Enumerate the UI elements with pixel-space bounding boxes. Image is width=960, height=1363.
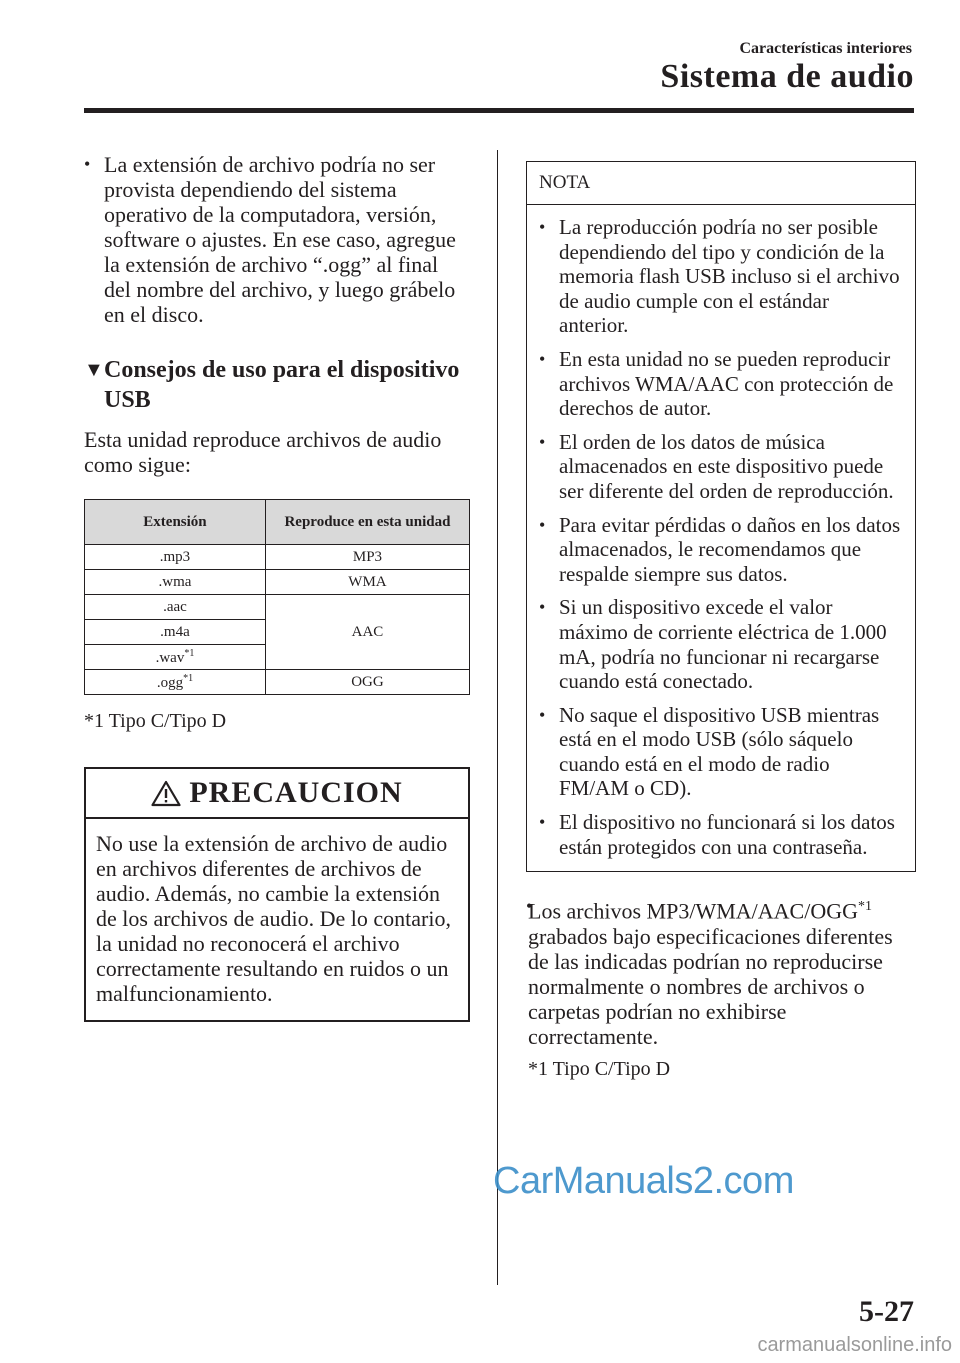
watermark-logo: CarManuals2.com (493, 1160, 794, 1202)
caution-box (84, 767, 470, 1022)
list-item: • La reproducción podría no ser posible dependiendo del tipo y condición de la memoria flash USB incluso si el archivo de audio cumple con el estándar anterior. (539, 215, 903, 338)
column-header-extension: Extensión (85, 500, 266, 545)
list-item: • La extensión de archivo podría no ser provista dependiendo del sistema operativo de la computadora, versión, software o ajustes. En ese caso, agregue la extensión de archivo “.ogg” al final del nombre del archivo, y luego grábelo en el disco. (84, 152, 470, 327)
caution-title: PRECAUCION (189, 776, 403, 809)
footnote-mark: *1 (183, 672, 194, 684)
extension-table (84, 499, 470, 695)
header-section-label: Características interiores (739, 40, 912, 57)
format-cell: AAC (265, 595, 469, 670)
warning-icon (151, 780, 181, 807)
section-intro: Esta unidad reproduce archivos de audio como sigue: (84, 427, 442, 477)
triangle-down-icon: ▼ (84, 359, 104, 381)
list-item-rest: grabados bajo especificaciones diferentes de las indicadas podrían no reproducirse normalmente o nombres de archivos o carpetas podrían no exhibirse correctamente. (528, 923, 893, 1049)
note-box (526, 161, 916, 872)
list-item: • El dispositivo no funcionará si los datos están protegidos con una contraseña. (539, 810, 903, 859)
footnote-mark: *1 (184, 647, 195, 659)
table-header-row (85, 500, 470, 545)
caution-header (86, 769, 468, 819)
extension-cell (85, 670, 266, 695)
note-title: NOTA (527, 162, 915, 205)
list-item (526, 894, 916, 1048)
page-title: Sistema de audio (660, 58, 914, 95)
list-item: • No saque el dispositivo USB mientras está en el modo USB (sólo sáquelo cuando está en el modo de radio FM/AM o CD). (539, 703, 903, 801)
footnote-mark: *1 (858, 899, 872, 915)
extension-cell (85, 645, 266, 670)
list-item: • En esta unidad no se pueden reproducir archivos WMA/AAC con protección de derechos de autor. (539, 347, 903, 421)
section-heading-text: Consejos de uso para el dispositivo USB (104, 357, 460, 413)
format-cell: OGG (265, 670, 469, 695)
extension-cell: .mp3 (85, 545, 266, 570)
column-header-playback: Reproduce en esta unidad (265, 500, 469, 545)
right-column (526, 161, 916, 1081)
left-column (84, 152, 470, 1022)
format-cell: MP3 (265, 545, 469, 570)
column-divider (497, 150, 498, 1285)
page-number: 5-27 (859, 1295, 914, 1328)
extension-cell: .wma (85, 570, 266, 595)
table-footnote: *1 Tipo C/Tipo D (84, 710, 227, 732)
section-heading (84, 355, 470, 415)
table-row (85, 670, 470, 695)
extension-cell: .aac (85, 595, 266, 620)
list-item: • Si un dispositivo excede el valor máximo de corriente eléctrica de 1.000 mA, podría no funcionar ni recargarse cuando está conectado. (539, 595, 903, 693)
table-row (85, 570, 470, 595)
footnote: *1 Tipo C/Tipo D (528, 1057, 671, 1080)
note-body (527, 205, 915, 871)
format-cell: WMA (265, 570, 469, 595)
list-item: • Para evitar pérdidas o daños en los datos almacenados, le recomendamos que respalde siempre sus datos. (539, 513, 903, 587)
list-item: • El orden de los datos de música almacenados en este dispositivo puede ser diferente del orden de reproducción. (539, 430, 903, 504)
table-row (85, 595, 470, 620)
extension-cell: .m4a (85, 620, 266, 645)
watermark-site: carmanualsonline.info (757, 1334, 952, 1356)
list-item-lead: Los archivos MP3/WMA/AAC/OGG (528, 898, 858, 924)
caution-text: No use la extensión de archivo de audio en archivos diferentes de archivos de audio. Además, no cambie la extensión de los archivos de audio. De lo contario, la unidad no reconocerá el archivo correctamente resultando en ruidos o un malfuncionamiento. (96, 831, 451, 1006)
extension-text: .ogg (156, 674, 184, 691)
table-row (85, 545, 470, 570)
header-rule (84, 108, 914, 113)
extension-text: .wav (155, 649, 185, 666)
